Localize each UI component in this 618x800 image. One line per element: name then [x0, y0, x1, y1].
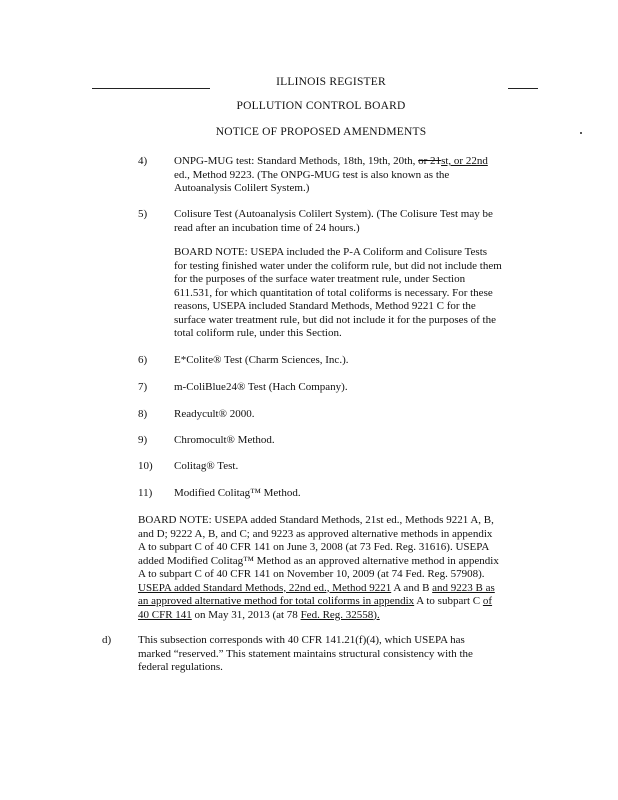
item-4-text — [174, 155, 574, 196]
inserted-text: 40 CFR 141 — [138, 608, 192, 621]
item-number: 9) — [138, 434, 148, 446]
item-11-text: Modified Colitag™ Method. — [174, 487, 301, 499]
register-title: ILLINOIS REGISTER — [276, 76, 386, 88]
stray-mark — [580, 132, 582, 134]
note-line-amended — [138, 582, 578, 596]
note-line: reasons, USEPA included Standard Methods, Method 9221 C for the — [174, 300, 476, 312]
item-number: 5) — [138, 208, 148, 220]
section-line: federal regulations. — [138, 661, 223, 673]
note-line: A to subpart C of 40 CFR 141 on November 10, 2009 (at 74 Fed. Reg. 57908). — [138, 568, 485, 580]
struck-text: or 21 — [418, 155, 442, 167]
note-text: on May 31, 2013 (at 78 — [191, 608, 301, 621]
inserted-text: Fed. Reg. 32558). — [300, 608, 380, 621]
board-note-2 — [138, 514, 578, 622]
inserted-text: an approved alternative method for total coliforms in appendix — [138, 595, 415, 607]
section-label: d) — [102, 634, 112, 646]
item-number: 7) — [138, 381, 148, 393]
item-5-line1: Colisure Test (Autoanalysis Colilert System). (The Colisure Test may be — [174, 208, 493, 220]
inserted-text: of — [482, 595, 493, 607]
note-line: and D; 9222 A, B, and C; and 9223 as approved alternative methods in appendix — [138, 527, 493, 540]
note-line: A to subpart C of 40 CFR 141 on June 3, 2008 (at 73 Fed. Reg. 31616). USEPA — [138, 541, 490, 553]
board-title: POLLUTION CONTROL BOARD — [236, 100, 406, 112]
item-4-line2: ed., Method 9223. (The ONPG-MUG test is also known as the — [174, 168, 450, 181]
note-line-amended — [138, 595, 578, 609]
note-line: for testing finished water under the coliform rule, but did not include them — [174, 259, 502, 272]
item-number: 6) — [138, 354, 148, 366]
note-line-amended — [138, 609, 578, 623]
item-number: 4) — [138, 155, 148, 167]
item-8-text: Readycult® 2000. — [174, 408, 255, 420]
item-5-line2: read after an incubation time of 24 hours.) — [174, 221, 360, 234]
item-number: 8) — [138, 408, 148, 420]
section-d-text — [138, 634, 578, 675]
item-number: 11) — [138, 487, 153, 499]
section-line: This subsection corresponds with 40 CFR 141.21(f)(4), which USEPA has — [138, 634, 465, 646]
inserted-text: USEPA added Standard Methods, 22nd ed., Method 9221 — [138, 581, 392, 594]
note-line: total coliform rule, under this Section. — [174, 327, 342, 339]
item-4-line3: Autoanalysis Colilert System.) — [174, 182, 310, 194]
item-number: 10) — [138, 460, 153, 472]
item-9-text: Chromocult® Method. — [174, 434, 275, 446]
notice-title: NOTICE OF PROPOSED AMENDMENTS — [215, 126, 427, 138]
note-line: added Modified Colitag™ Method as an approved alternative method in appendix — [138, 554, 499, 567]
inserted-text: st, or 22nd — [441, 155, 488, 167]
note-line: surface water treatment rule, but did not include it for the purposes of the — [174, 313, 496, 326]
item-5-text — [174, 208, 574, 235]
board-note-1 — [174, 246, 574, 341]
item-7-text: m-ColiBlue24® Test (Hach Company). — [174, 381, 348, 393]
inserted-text: and 9223 B as — [432, 581, 495, 594]
item-4-text-a: ONPG-MUG test: Standard Methods, 18th, 19th, 20th, — [174, 155, 419, 167]
note-line: 611.531, for which quantitation of total coliforms is necessary. For these — [174, 286, 493, 299]
header-rule-right — [508, 88, 538, 89]
note-text: A and B — [391, 581, 433, 594]
note-line: BOARD NOTE: USEPA added Standard Methods, 21st ed., Methods 9221 A, B, — [138, 514, 494, 526]
section-line: marked “reserved.” This statement maintains structural consistency with the — [138, 647, 473, 660]
item-10-text: Colitag® Test. — [174, 460, 239, 472]
note-line: for the purposes of the surface water treatment rule, under Section — [174, 273, 466, 285]
note-line: BOARD NOTE: USEPA included the P-A Coliform and Colisure Tests — [174, 246, 488, 258]
header-rule-left — [92, 88, 210, 89]
note-text: A to subpart C — [414, 595, 483, 607]
item-6-text: E*Colite® Test (Charm Sciences, Inc.). — [174, 354, 349, 366]
